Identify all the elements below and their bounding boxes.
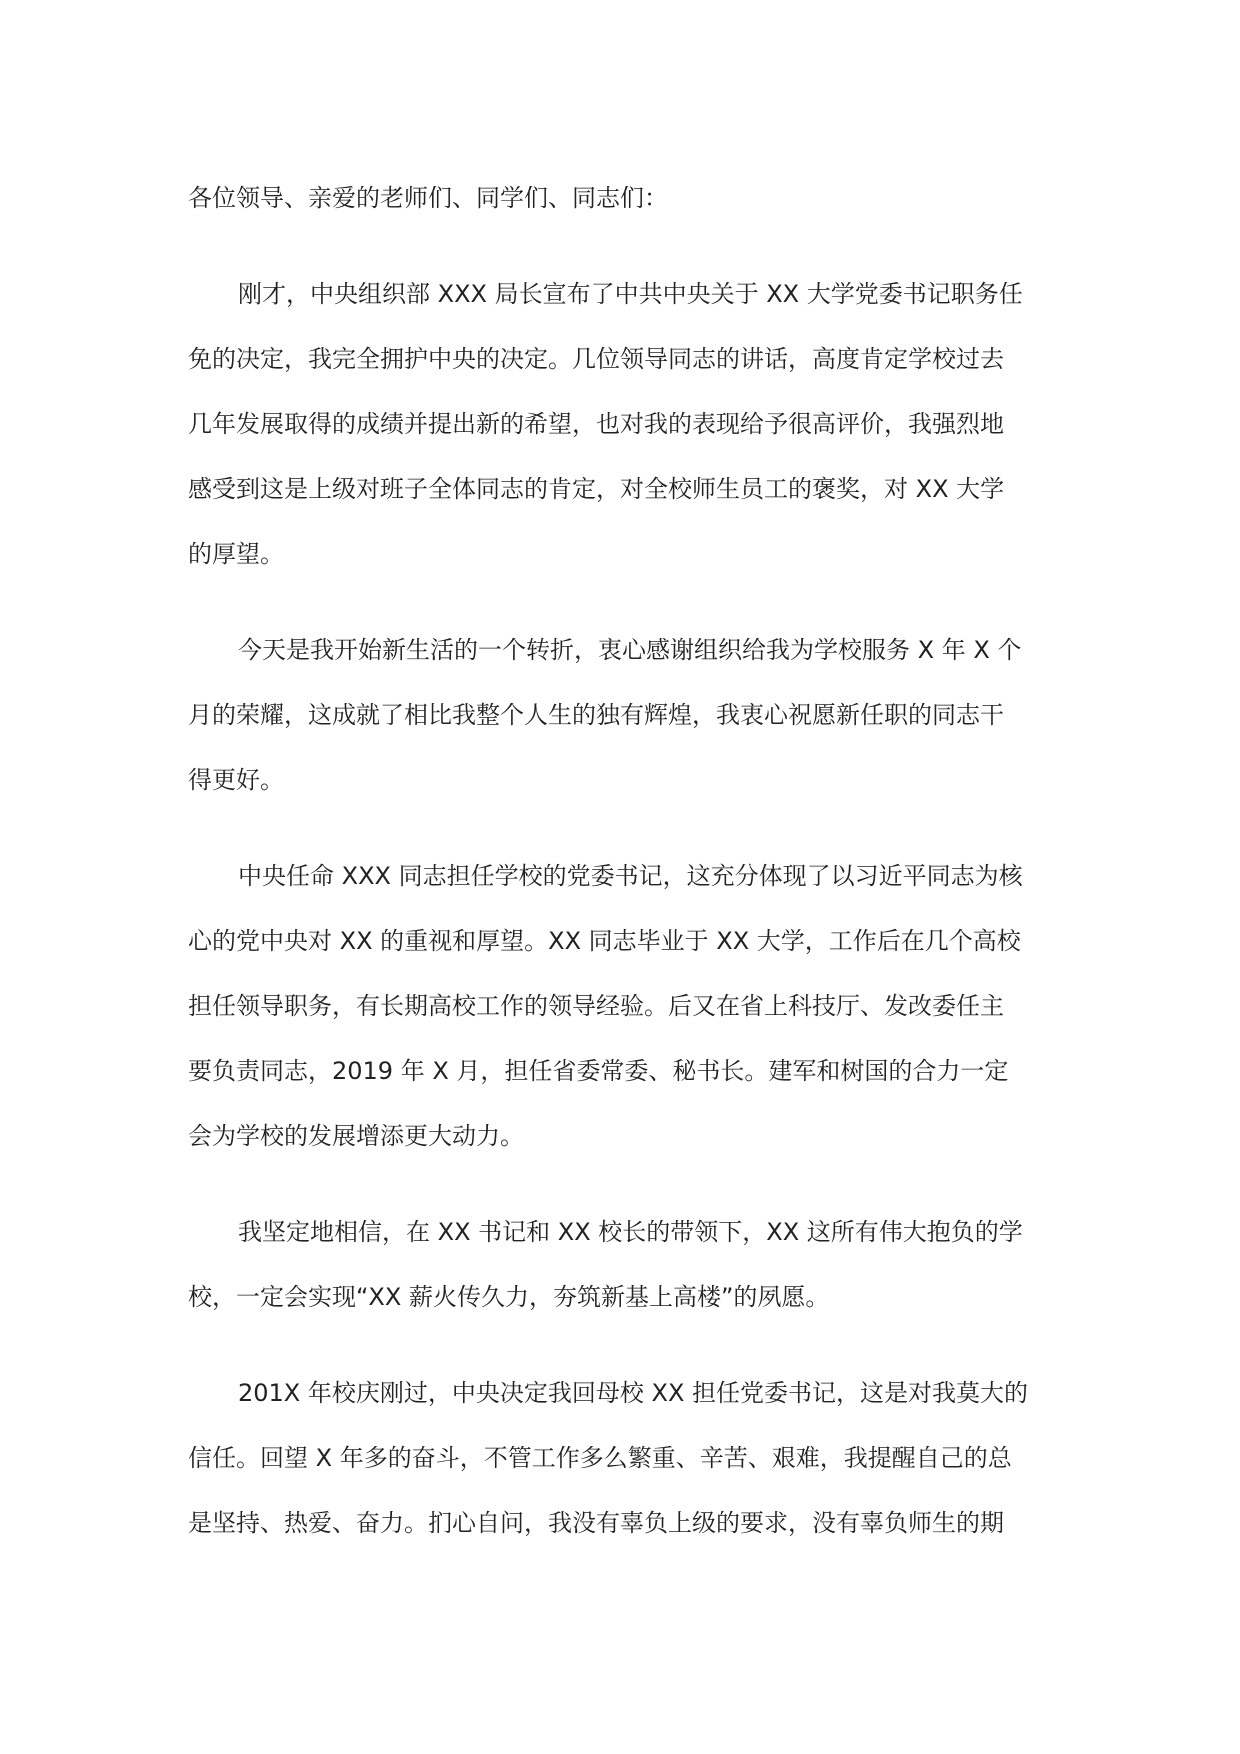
salutation: 各位领导、亲爱的老师们、同学们、同志们： bbox=[188, 184, 668, 212]
paragraph-3-line-3: 担任领导职务，有长期高校工作的领导经验。后又在省上科技厅、发改委任主 bbox=[188, 992, 1004, 1020]
paragraph-3-line-1: 中央任命 XXX 同志担任学校的党委书记，这充分体现了以习近平同志为核 bbox=[238, 862, 1023, 890]
paragraph-1-line-1: 刚才，中央组织部 XXX 局长宣布了中共中央关于 XX 大学党委书记职务任 bbox=[238, 280, 1023, 308]
paragraph-2-line-2: 月的荣耀，这成就了相比我整个人生的独有辉煌，我衷心祝愿新任职的同志干 bbox=[188, 701, 1004, 729]
document-body bbox=[188, 166, 1058, 1556]
paragraph-3-line-5: 会为学校的发展增添更大动力。 bbox=[188, 1122, 524, 1150]
paragraph-gap bbox=[188, 1169, 1058, 1200]
paragraph-1-line-4: 感受到这是上级对班子全体同志的肯定，对全校师生员工的褒奖，对 XX 大学 bbox=[188, 475, 1005, 503]
paragraph-gap bbox=[188, 587, 1058, 618]
paragraph-gap bbox=[188, 231, 1058, 262]
paragraph-5-line-1: 201X 年校庆刚过，中央决定我回母校 XX 担任党委书记，这是对我莫大的 bbox=[238, 1379, 1029, 1407]
paragraph-gap bbox=[188, 813, 1058, 844]
paragraph-5-line-2: 信任。回望 X 年多的奋斗，不管工作多么繁重、辛苦、艰难，我提醒自己的总 bbox=[188, 1444, 1012, 1472]
paragraph-1-line-2: 免的决定，我完全拥护中央的决定。几位领导同志的讲话，高度肯定学校过去 bbox=[188, 345, 1004, 373]
paragraph-4-line-2: 校，一定会实现“XX 薪火传久力，夯筑新基上高楼”的夙愿。 bbox=[188, 1283, 830, 1311]
paragraph-3-line-2: 心的党中央对 XX 的重视和厚望。XX 同志毕业于 XX 大学，工作后在几个高校 bbox=[188, 927, 1021, 955]
paragraph-4-line-1: 我坚定地相信，在 XX 书记和 XX 校长的带领下，XX 这所有伟大抱负的学 bbox=[238, 1218, 1023, 1246]
paragraph-gap bbox=[188, 1330, 1058, 1361]
paragraph-1-line-5: 的厚望。 bbox=[188, 540, 284, 568]
paragraph-3-line-4: 要负责同志，2019 年 X 月，担任省委常委、秘书长。建军和树国的合力一定 bbox=[188, 1057, 1009, 1085]
paragraph-2-line-1: 今天是我开始新生活的一个转折，衷心感谢组织给我为学校服务 X 年 X 个 bbox=[238, 636, 1022, 664]
paragraph-1-line-3: 几年发展取得的成绩并提出新的希望，也对我的表现给予很高评价，我强烈地 bbox=[188, 410, 1004, 438]
paragraph-5-line-3: 是坚持、热爱、奋力。扪心自问，我没有辜负上级的要求，没有辜负师生的期 bbox=[188, 1509, 1004, 1537]
paragraph-2-line-3: 得更好。 bbox=[188, 766, 284, 794]
